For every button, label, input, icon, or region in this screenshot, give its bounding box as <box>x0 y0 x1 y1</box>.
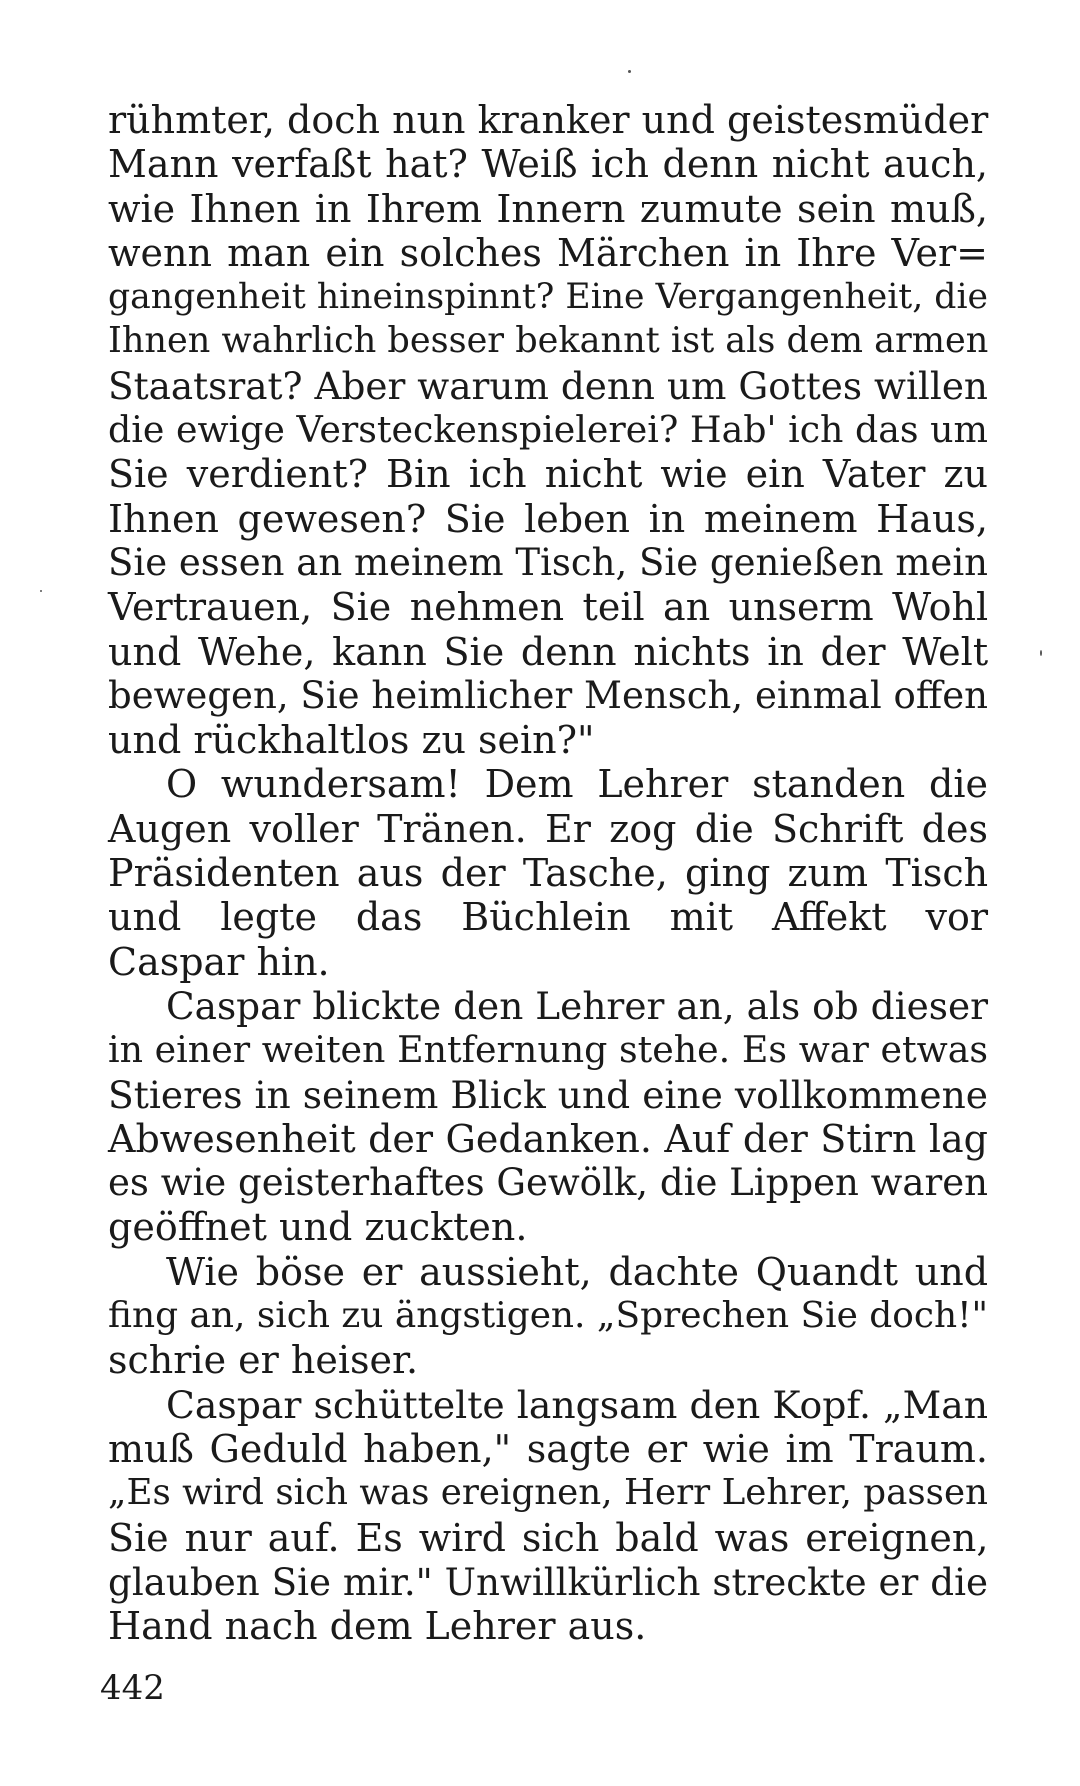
text-line: und legte das Büchlein mit Affekt vor <box>108 895 988 940</box>
text-line: Stieres in seinem Blick und eine vollkommene <box>108 1072 988 1117</box>
text-line: Augen voller Tränen. Er zog die Schrift des <box>108 806 988 851</box>
text-line: schrie er heiser. <box>108 1338 419 1383</box>
text-line: Ihnen gewesen? Sie leben in meinem Haus, <box>108 496 988 541</box>
paragraph-5 <box>108 1383 988 1649</box>
paragraph-3 <box>108 984 988 1250</box>
text-line: Wie böse er aussieht, dachte Quandt und <box>166 1249 989 1294</box>
text-line: Abwesenheit der Gedanken. Auf der Stirn lag <box>108 1116 988 1161</box>
text-line: geöffnet und zuckten. <box>108 1205 528 1250</box>
text-line: O wundersam! Dem Lehrer standen die <box>166 762 988 807</box>
text-line: es wie geisterhaftes Gewölk, die Lippen waren <box>108 1161 988 1205</box>
print-speck <box>1040 650 1042 656</box>
text-line: Ihnen wahrlich besser bekannt ist als dem armen <box>108 320 989 362</box>
text-line: in einer weiten Entfernung stehe. Es war etwas <box>108 1028 988 1072</box>
text-line: glauben Sie mir." Unwillkürlich streckte er die <box>108 1559 988 1604</box>
text-line: Vertrauen, Sie nehmen teil an unserm Wohl <box>108 585 989 630</box>
text-line: Caspar schüttelte langsam den Kopf. „Man <box>166 1382 988 1427</box>
print-speck <box>628 70 631 73</box>
text-line: Caspar hin. <box>108 939 330 984</box>
text-line: „Es wird sich was ereignen, Herr Lehrer, passen <box>108 1472 988 1514</box>
text-line: Hand nach dem Lehrer aus. <box>108 1604 647 1649</box>
page-number: 442 <box>100 1668 165 1708</box>
text-line: rühmter, doch nun kranker und geistesmüder <box>108 98 989 142</box>
body-text <box>108 98 988 1648</box>
text-line: Präsidenten aus der Tasche, ging zum Tisch <box>108 851 989 896</box>
paragraph-2 <box>108 762 988 983</box>
text-line: Mann verfaßt hat? Weiß ich denn nicht auch, <box>108 142 988 187</box>
text-line: gangenheit hineinspinnt? Eine Vergangenheit, die <box>108 277 988 318</box>
text-line: und rückhaltlos zu sein?" <box>108 718 595 763</box>
text-line: muß Geduld haben," sagte er wie im Traum. <box>108 1426 988 1471</box>
text-line: wenn man ein solches Märchen in Ihre Ver= <box>108 230 988 275</box>
text-line: Sie verdient? Bin ich nicht wie ein Vater zu <box>108 452 988 497</box>
print-speck <box>40 590 42 592</box>
text-line: wie Ihnen in Ihrem Innern zumute sein muß, <box>108 186 988 231</box>
text-line: die ewige Versteckenspielerei? Hab' ich das um <box>108 408 988 452</box>
paragraph-4 <box>108 1250 988 1383</box>
text-line: Staatsrat? Aber warum denn um Gottes willen <box>108 363 988 408</box>
paragraph-1 <box>108 98 988 762</box>
text-line: Sie nur auf. Es wird sich bald was ereignen, <box>108 1515 989 1560</box>
text-line: und Wehe, kann Sie denn nichts in der Welt <box>108 629 989 674</box>
text-line: bewegen, Sie heimlicher Mensch, einmal offen <box>108 673 988 717</box>
text-line: fing an, sich zu ängstigen. „Sprechen Sie doch!" <box>108 1295 989 1337</box>
text-line: Caspar blickte den Lehrer an, als ob dieser <box>166 983 988 1028</box>
text-line: Sie essen an meinem Tisch, Sie genießen mein <box>108 540 989 584</box>
